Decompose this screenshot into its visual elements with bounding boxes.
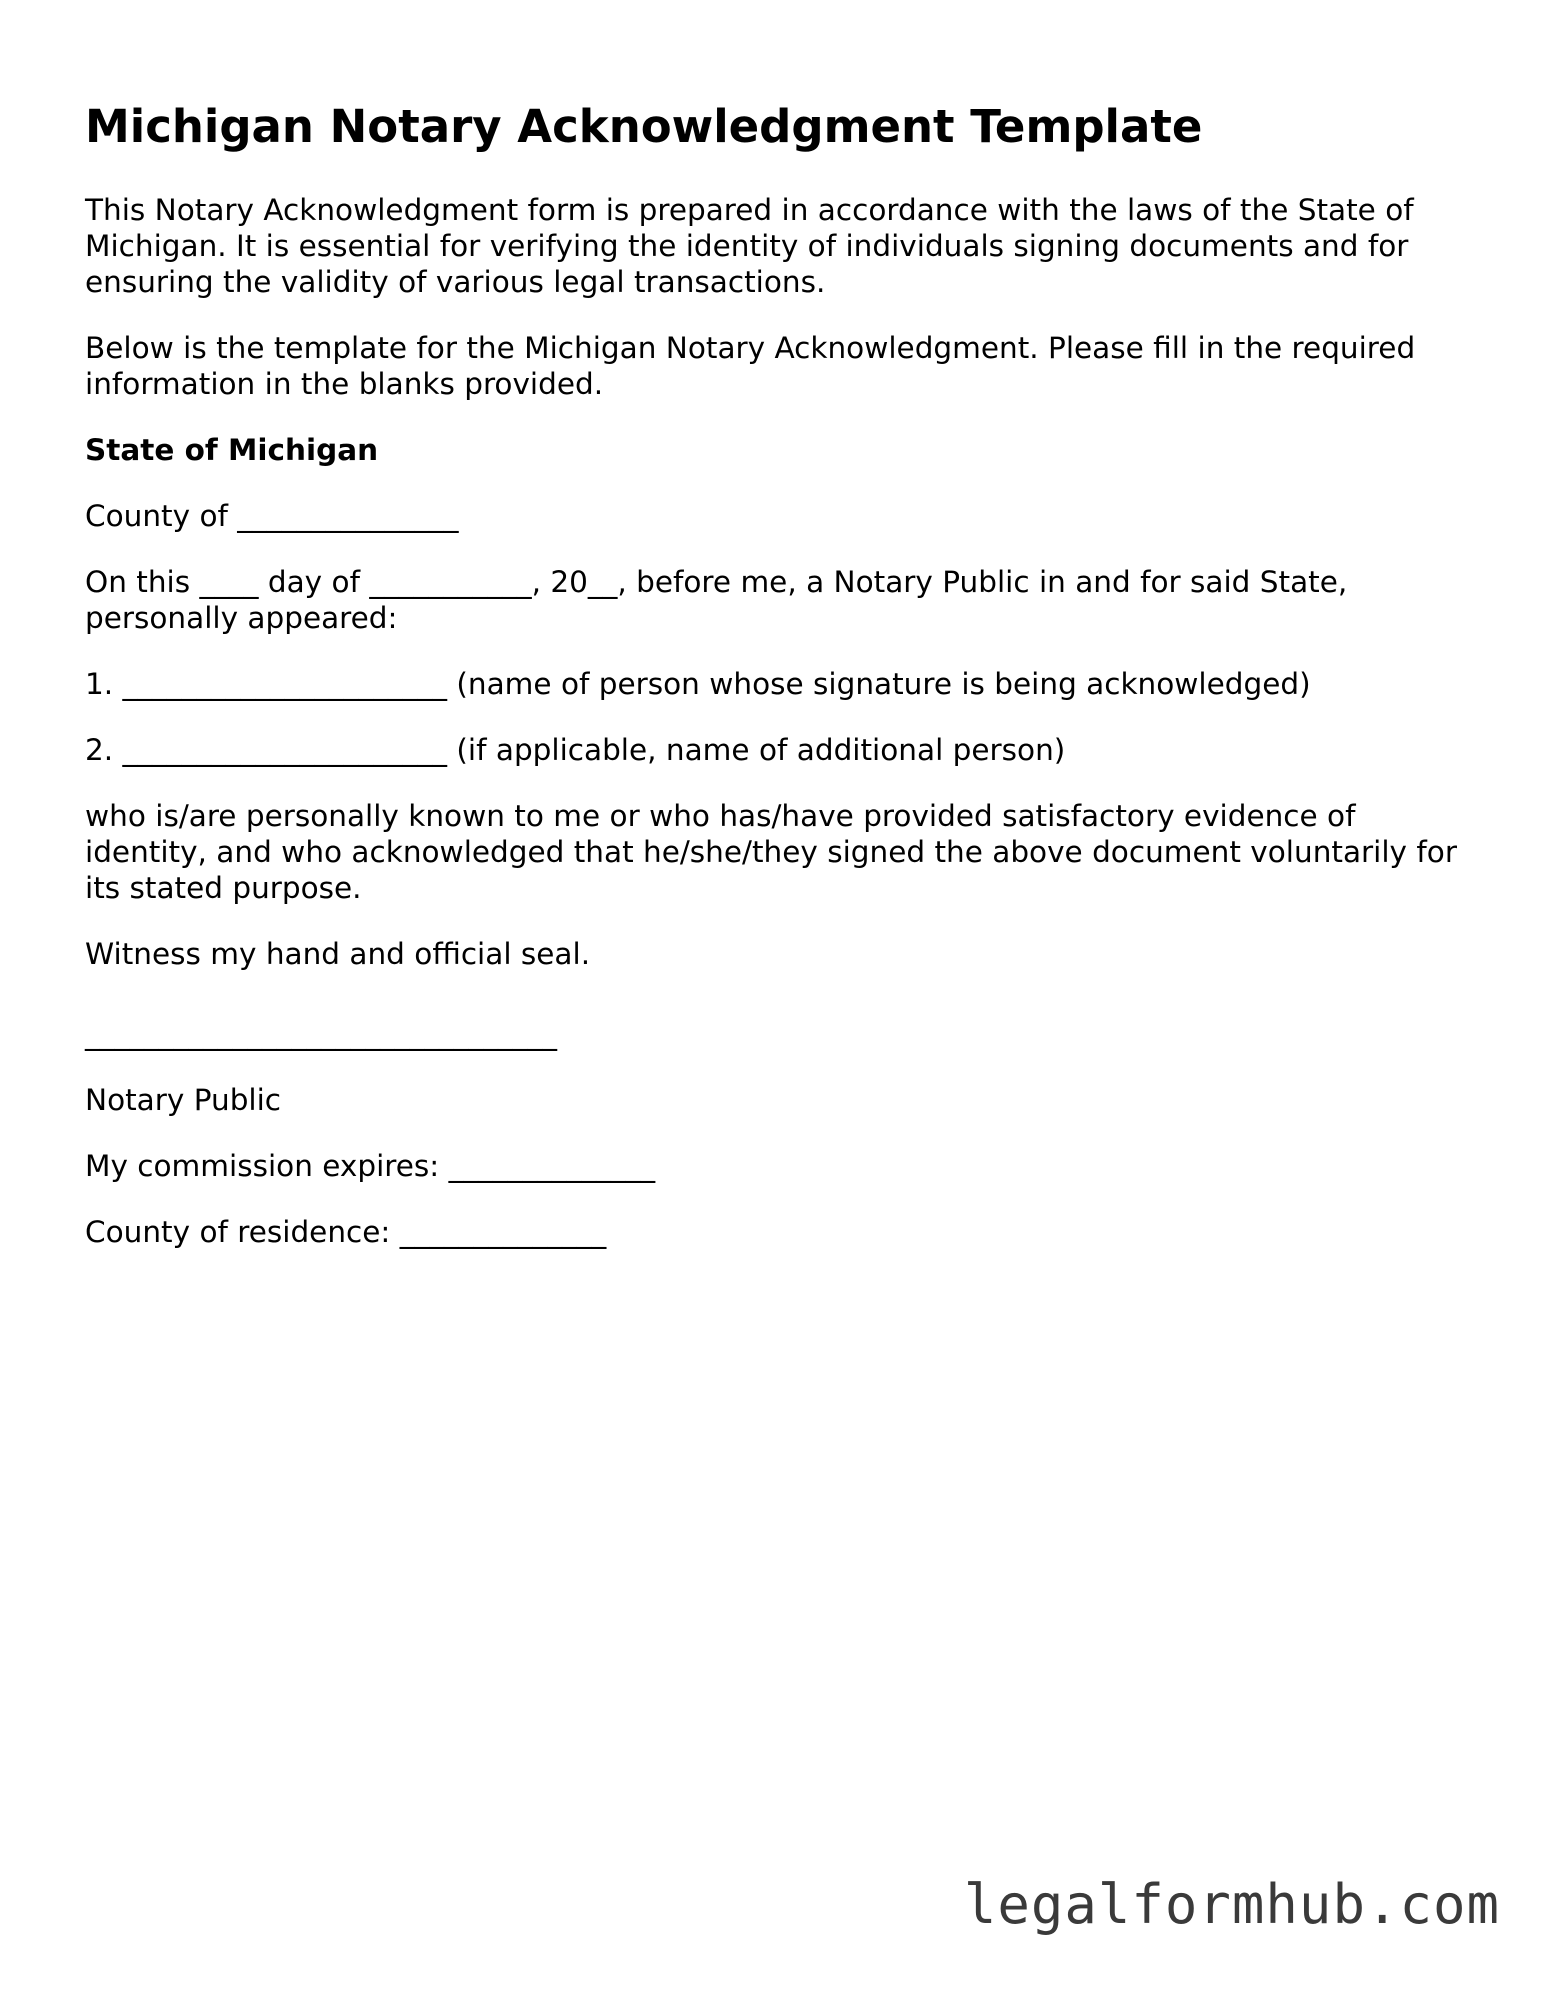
- county-of-residence-field: County of residence: ______________: [85, 1215, 607, 1249]
- county-field: County of _______________: [85, 499, 459, 533]
- person-2-field: 2. ______________________ (if applicable, name of additional person): [85, 733, 1066, 767]
- notary-signature-line: ________________________________: [85, 1017, 557, 1051]
- person-1-field: 1. ______________________ (name of person whose signature is being acknowledged): [85, 667, 1311, 701]
- document-title: Michigan Notary Acknowledgment Template: [85, 100, 1203, 153]
- witness-line: Witness my hand and official seal.: [85, 937, 591, 971]
- acknowledgment-paragraph: who is/are personally known to me or who has/have provided satisfactory evidence of identity, and who acknowledged that he/she/they signed the above document voluntarily for its stated purpose.: [85, 799, 1457, 905]
- document-page: [85, 100, 1475, 1280]
- date-field: On this ____ day of ___________, 20__, before me, a Notary Public in and for said State, personally appeared:: [85, 565, 1348, 635]
- notary-label: Notary Public: [85, 1083, 282, 1117]
- instructions-paragraph: Below is the template for the Michigan Notary Acknowledgment. Please fill in the required information in the blanks provided.: [85, 331, 1416, 401]
- commission-expires-field: My commission expires: ______________: [85, 1149, 656, 1183]
- footer-brand-watermark: legalformhub.com: [963, 1873, 1500, 1936]
- state-heading: State of Michigan: [85, 433, 379, 467]
- intro-paragraph: This Notary Acknowledgment form is prepared in accordance with the laws of the State of Michigan. It is essential for verifying the identity of individuals signing documents and for ensuring the validity of various legal transactions.: [85, 193, 1414, 299]
